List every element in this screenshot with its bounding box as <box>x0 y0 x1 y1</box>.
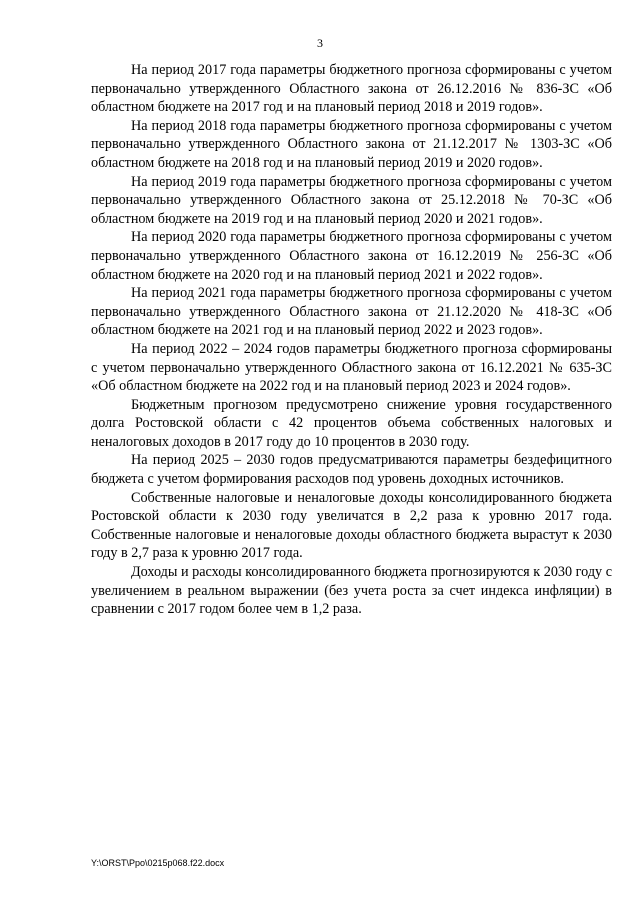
paragraph-2019: На период 2019 года параметры бюджетного прогноза сформированы с учетом первоначально утвержденного Областного закона от 25.12.2018 № 70-ЗС «Об областном бюджете на 2019 год и на плановый период 2020 и 2021 годов». <box>91 173 612 227</box>
file-path-footer: Y:\ORST\Ppo\0215p068.f22.docx <box>91 858 225 868</box>
paragraph-debt-reduction: Бюджетным прогнозом предусмотрено снижение уровня государственного долга Ростовской области с 42 процентов объема собственных налоговых и неналоговых доходов в 2017 году до 10 процентов в 2030 году. <box>91 396 612 450</box>
paragraph-own-revenues: Собственные налоговые и неналоговые доходы консолидированного бюджета Ростовской области к 2030 году увеличатся в 2,2 раза к уровню 2017 года. Собственные налоговые и неналоговые доходы областного бюджета вырастут к 2030 году в 2,7 раза к уровню 2017 года. <box>91 489 612 562</box>
page-number: 3 <box>317 36 323 50</box>
paragraph-income-expenses: Доходы и расходы консолидированного бюджета прогнозируются к 2030 году с увеличением в реальном выражении (без учета роста за счет индекса инфляции) в сравнении с 2017 годом более чем в 1,2 раза. <box>91 564 612 618</box>
paragraph-2021: На период 2021 года параметры бюджетного прогноза сформированы с учетом первоначально утвержденного Областного закона от 21.12.2020 № 418-ЗС «Об областном бюджете на 2021 год и на плановый период 2022 и 2023 годов». <box>91 285 612 339</box>
paragraph-2017: На период 2017 года параметры бюджетного прогноза сформированы с учетом первоначально утвержденного Областного закона от 26.12.2016 № 836-ЗС «Об областном бюджете на 2017 год и на плановый период 2018 и 2019 годов». <box>91 62 612 116</box>
paragraph-2025-2030: На период 2025 – 2030 годов предусматриваются параметры бездефицитного бюджета с учетом формирования расходов под уровень доходных источников. <box>91 452 612 488</box>
paragraph-2018: На период 2018 года параметры бюджетного прогноза сформированы с учетом первоначально утвержденного Областного закона от 21.12.2017 № 1303-ЗС «Об областном бюджете на 2018 год и на плановый период 2019 и 2020 годов». <box>91 117 612 171</box>
paragraph-2020: На период 2020 года параметры бюджетного прогноза сформированы с учетом первоначально утвержденного Областного закона от 16.12.2019 № 256-ЗС «Об областном бюджете на 2020 год и на плановый период 2021 и 2022 годов». <box>91 229 612 283</box>
paragraph-2022-2024: На период 2022 – 2024 годов параметры бюджетного прогноза сформированы с учетом первоначально утвержденного Областного закона от 16.12.2021 № 635-ЗС «Об областном бюджете на 2022 год и на плановый период 2023 и 2024 годов». <box>91 340 612 395</box>
document-body <box>91 61 612 619</box>
